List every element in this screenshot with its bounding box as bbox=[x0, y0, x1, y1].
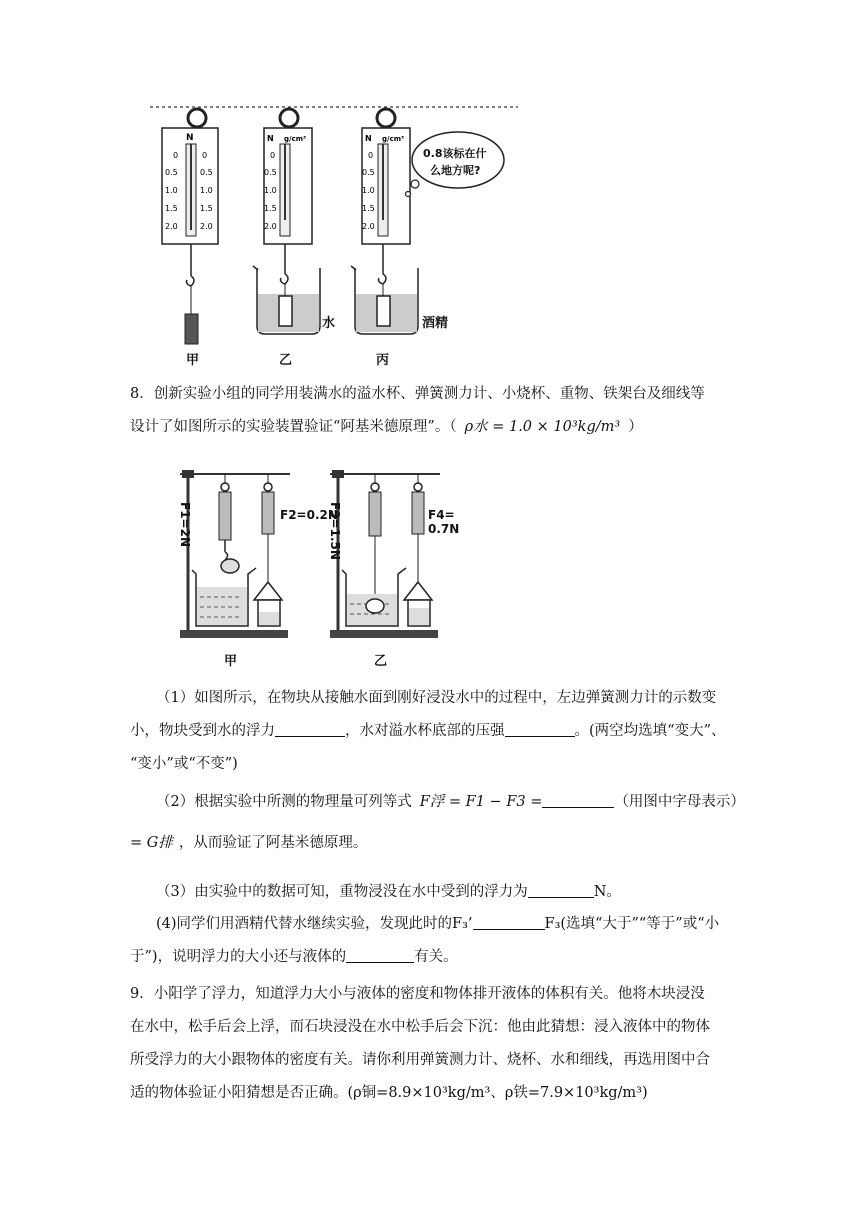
question-9-line2: 在水中，松手后会上浮，而石块浸没在水中松手后会下沉：他由此猜想：浸入液体中的物体 bbox=[130, 1019, 710, 1035]
caption-yi-2: 乙 bbox=[374, 654, 388, 669]
svg-text:1.5: 1.5 bbox=[362, 204, 375, 213]
svg-text:0.5: 0.5 bbox=[264, 168, 277, 177]
svg-text:1.0: 1.0 bbox=[165, 186, 178, 195]
spring-scales-drawing bbox=[140, 98, 540, 368]
svg-text:0: 0 bbox=[202, 151, 208, 160]
svg-text:g/cm³: g/cm³ bbox=[382, 135, 405, 143]
question-number-9: 9． bbox=[130, 986, 154, 1002]
answer-blank-buoyancy[interactable] bbox=[275, 720, 345, 737]
caption-jia-2: 甲 bbox=[224, 654, 238, 669]
svg-text:1.0: 1.0 bbox=[200, 186, 213, 195]
svg-text:0.5: 0.5 bbox=[362, 168, 375, 177]
part1-line2-a: 小，物块受到水的浮力 bbox=[130, 723, 275, 739]
figure-spring-scales bbox=[140, 98, 540, 368]
displaced-weight-formula: = G排 bbox=[130, 835, 173, 851]
scale-yi bbox=[253, 109, 320, 334]
svg-text:2.0: 2.0 bbox=[264, 222, 277, 231]
figure-archimedes-apparatus bbox=[170, 462, 470, 672]
label-alcohol: 酒精 bbox=[422, 316, 449, 331]
caption-jia: 甲 bbox=[186, 353, 200, 368]
scale-bing bbox=[351, 109, 504, 334]
label-f3: F3=1.5N bbox=[328, 502, 342, 560]
apparatus-jia bbox=[180, 470, 290, 638]
svg-text:N: N bbox=[186, 133, 194, 143]
question-8-line2-end: ） bbox=[628, 419, 643, 435]
part1-line1: （1）如图所示，在物块从接触水面到刚好浸没水中的过程中，左边弹簧测力计的示数变 bbox=[156, 690, 717, 706]
question-9 bbox=[130, 978, 740, 1110]
question-9-line4: 适的物体验证小阳猜想是否正确。(ρ铜=8.9×10³kg/m³、ρ铁=7.9×10³kg/m³) bbox=[130, 1085, 648, 1101]
label-f1: F1=2N bbox=[178, 502, 192, 547]
question-9-line3: 所受浮力的大小跟物体的密度有关。请你利用弹簧测力计、烧杯、水和细线，再选用图中合 bbox=[130, 1052, 710, 1068]
svg-text:1.5: 1.5 bbox=[165, 204, 178, 213]
question-8-line2: 设计了如图所示的实验装置验证“阿基米德原理”。（ bbox=[130, 419, 457, 435]
question-8-part4 bbox=[130, 908, 740, 974]
part1-line2-b: ，水对溢水杯底部的压强 bbox=[345, 723, 505, 739]
svg-text:2.0: 2.0 bbox=[200, 222, 213, 231]
part2-line1-b: （用图中字母表示） bbox=[614, 794, 745, 810]
svg-text:1.0: 1.0 bbox=[362, 186, 375, 195]
svg-text:0: 0 bbox=[173, 151, 179, 160]
question-8-part1 bbox=[130, 682, 740, 781]
part4-line2-b: 有关。 bbox=[414, 949, 458, 965]
svg-text:0.5: 0.5 bbox=[200, 168, 213, 177]
svg-text:2.0: 2.0 bbox=[362, 222, 375, 231]
answer-blank-liquid[interactable] bbox=[346, 946, 414, 963]
apparatus-yi bbox=[330, 470, 440, 638]
part3-text-a: （3）由实验中的数据可知，重物浸没在水中受到的浮力为 bbox=[156, 884, 528, 900]
part4-line1-a: (4)同学们用酒精代替水继续实验，发现此时的F₃’ bbox=[156, 916, 473, 932]
question-8-part2 bbox=[130, 786, 745, 860]
part2-line1-a: （2）根据实验中所测的物理量可列等式 bbox=[156, 794, 412, 810]
scale-jia bbox=[162, 109, 218, 344]
svg-text:2.0: 2.0 bbox=[165, 222, 178, 231]
caption-yi: 乙 bbox=[279, 353, 293, 368]
svg-text:1.0: 1.0 bbox=[264, 186, 277, 195]
answer-blank-pressure[interactable] bbox=[505, 720, 575, 737]
label-f2: F2=0.2N bbox=[280, 508, 338, 522]
caption-bing: 丙 bbox=[376, 353, 390, 368]
bubble-text-line1: 0.8该标在什 bbox=[423, 147, 487, 160]
buoyancy-formula: F浮 = F1 − F3 = bbox=[419, 794, 543, 810]
part4-line2-a: 于”)，说明浮力的大小还与液体的 bbox=[130, 949, 347, 965]
rho-water-formula: ρ水 = 1.0 × 10³kg/m³ bbox=[464, 419, 621, 435]
answer-blank-buoyant-force[interactable] bbox=[528, 881, 594, 898]
label-f4: F4= 0.7N bbox=[428, 508, 460, 536]
svg-text:1.5: 1.5 bbox=[264, 204, 277, 213]
answer-blank-compare[interactable] bbox=[473, 913, 545, 930]
part4-line1-b: F₃(选填“大于”“等于”或“小 bbox=[544, 916, 720, 932]
part1-line3: “变小”或“不变”) bbox=[130, 756, 238, 772]
svg-text:0.5: 0.5 bbox=[165, 168, 178, 177]
question-8-part3 bbox=[130, 876, 740, 909]
svg-text:0: 0 bbox=[270, 151, 276, 160]
svg-text:1.5: 1.5 bbox=[200, 204, 213, 213]
question-number-8: 8． bbox=[130, 386, 154, 402]
label-water: 水 bbox=[322, 316, 336, 331]
svg-text:N: N bbox=[365, 134, 372, 143]
bubble-text-line2: 么地方呢? bbox=[430, 164, 481, 177]
part3-text-b: N。 bbox=[593, 884, 621, 900]
answer-blank-formula[interactable] bbox=[542, 791, 614, 808]
question-8-line1: 创新实验小组的同学用装满水的溢水杯、弹簧测力计、小烧杯、重物、铁架台及细线等 bbox=[153, 386, 705, 402]
question-8-intro bbox=[130, 378, 740, 444]
svg-text:g/cm³: g/cm³ bbox=[284, 135, 307, 143]
apparatus-drawing bbox=[170, 462, 470, 672]
part1-line2-c: 。(两空均选填“变大”、 bbox=[574, 723, 726, 739]
svg-text:N: N bbox=[267, 134, 274, 143]
svg-text:0: 0 bbox=[368, 151, 374, 160]
part2-line2-text: ，从而验证了阿基米德原理。 bbox=[178, 835, 368, 851]
question-9-line1: 小阳学了浮力，知道浮力大小与液体的密度和物体排开液体的体积有关。他将木块浸没 bbox=[153, 986, 705, 1002]
